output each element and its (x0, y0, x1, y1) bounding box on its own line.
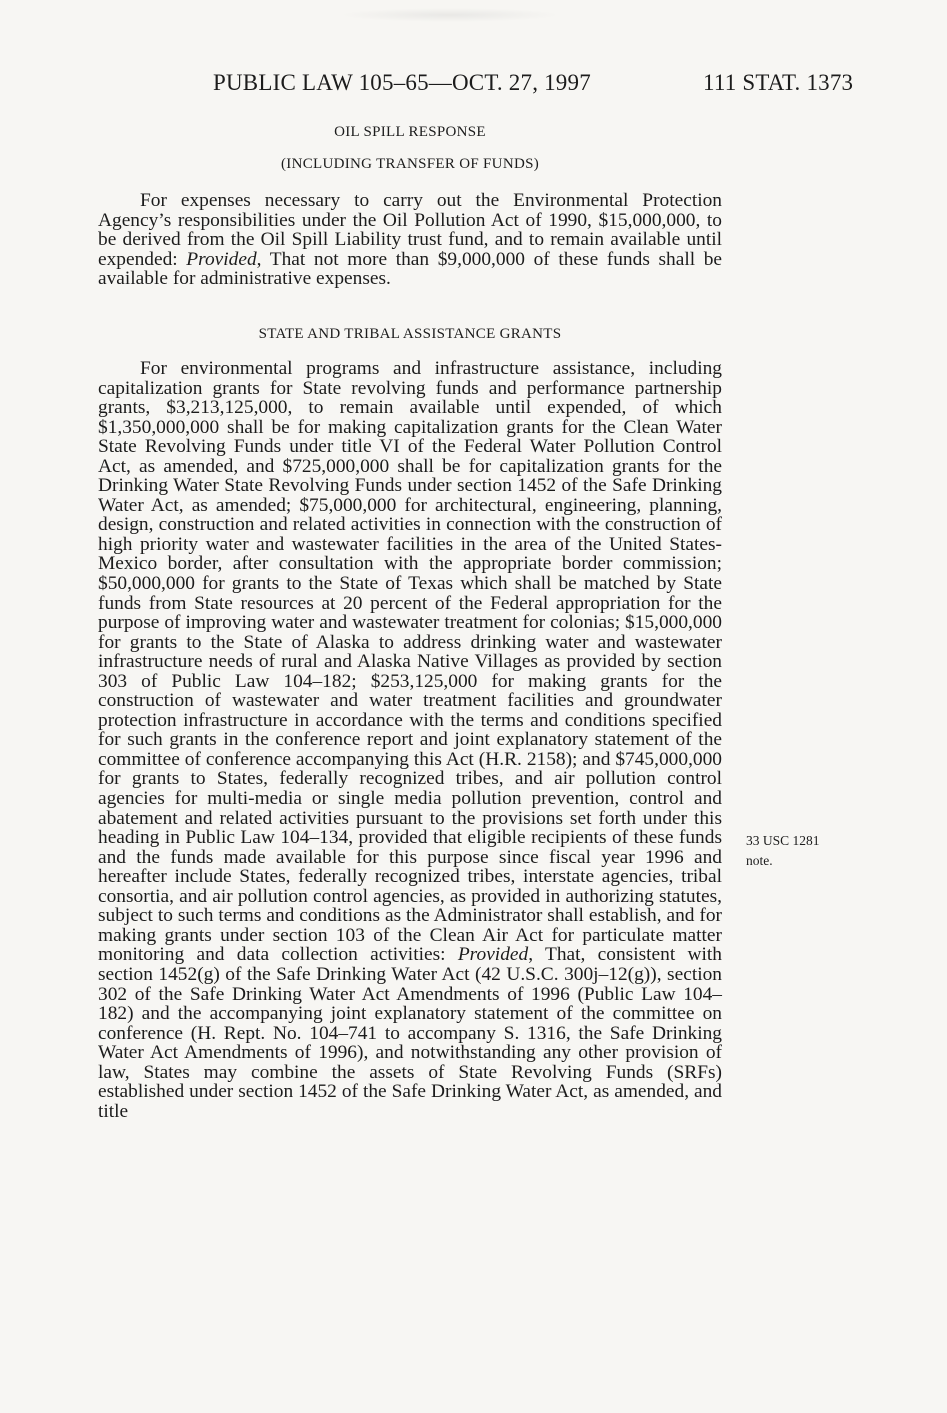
scan-artifact (340, 8, 560, 22)
grants-text-part1: For environmental programs and infrastructure assistance, including capitalization grants for State revolving funds and performance partnership grants, $3,213,125,000, to remain available until expended, of which $1,350,000,000 shall be for making capitalization grants for the Clean Water State Revolving Funds under title VI of the Federal Water Pollution Control Act, as amended, and $725,000,000 shall be for capitalization grants for the Drinking Water State Revolving Funds under section 1452 of the Safe Drinking Water Act, as amended; $75,000,000 for architectural, engineering, planning, design, construction and related activities in connection with the construction of high priority water and wastewater facilities in the area of the United States-Mexico border, after consultation with the appropriate border commission; $50,000,000 for grants to the State of Texas which shall be matched by State funds from State resources at 20 percent of the Federal appropriation for the purpose of improving water and wastewater treatment for colonias; $15,000,000 for grants to the State of Alaska to address drinking water and wastewater infrastructure needs of rural and Alaska Native Villages as provided by section 303 of Public Law 104–182; $253,125,000 for making grants for the construction of wastewater and water treatment facilities and groundwater protection infrastructure in accordance with the terms and conditions specified for such grants in the conference report and joint explanatory statement of the committee of conference accompanying this Act (H.R. 2158); and $745,000,000 for grants to States, federally recognized tribes, and air pollution control agencies for multi-media or single media pollution prevention, control and abatement and related activities pursuant to the provisions set forth under this heading in Public Law 104–134, provided that eligible recipients of these funds and the funds made available for this purpose since fiscal year 1996 and hereafter include States, federally recognized tribes, interstate agencies, tribal consortia, and air pollution control agencies, as provided in authorizing statutes, subject to such terms and conditions as the Administrator shall establish, and for making grants under section 103 of the Clean Air Act for particulate matter monitoring and data collection activities: (98, 358, 722, 966)
grants-paragraph (98, 359, 722, 1121)
grants-text-part2: , That, consistent with section 1452(g) of the Safe Drinking Water Act (42 U.S.C. 300j–12(g)), section 302 of the Safe Drinking Water Act Amendments of 1996 (Public Law 104–182) and the accompanying joint explanatory statement of the committee on conference (H. Rept. No. 104–741 to accompany S. 1316, the Safe Drinking Water Act Amendments of 1996), and notwithstanding any other provision of law, States may combine the assets of State Revolving Funds (SRFs) established under section 1452 of the Safe Drinking Water Act, as amended, and title (98, 944, 722, 1122)
oil-spill-paragraph (98, 191, 722, 289)
margin-citation-note (746, 831, 856, 871)
grants-proviso-italic: Provided (457, 944, 529, 966)
section-subheading-transfer: (INCLUDING TRANSFER OF FUNDS) (280, 156, 540, 172)
section-heading-oil-spill: OIL SPILL RESPONSE (334, 124, 486, 140)
section-heading-grants: STATE AND TRIBAL ASSISTANCE GRANTS (258, 326, 562, 342)
oil-spill-text-part1: For expenses necessary to carry out the Environmental Protection Agency’s responsibilities under the Oil Pollution Act of 1990, $15,000,000, to be derived from the Oil Spill Liability trust fund, and to remain available until expended: (98, 190, 722, 270)
margin-note-label: note. (746, 853, 773, 868)
statute-page-number: 111 STAT. 1373 (703, 70, 854, 95)
oil-spill-text-part2: , That not more than $9,000,000 of these funds shall be available for administrative expenses. (98, 248, 723, 290)
page-header (0, 70, 947, 104)
margin-note-citation: 33 USC 1281 (746, 833, 820, 848)
running-head-title: PUBLIC LAW 105–65—OCT. 27, 1997 (213, 70, 591, 95)
oil-spill-proviso-italic: Provided (186, 248, 257, 270)
